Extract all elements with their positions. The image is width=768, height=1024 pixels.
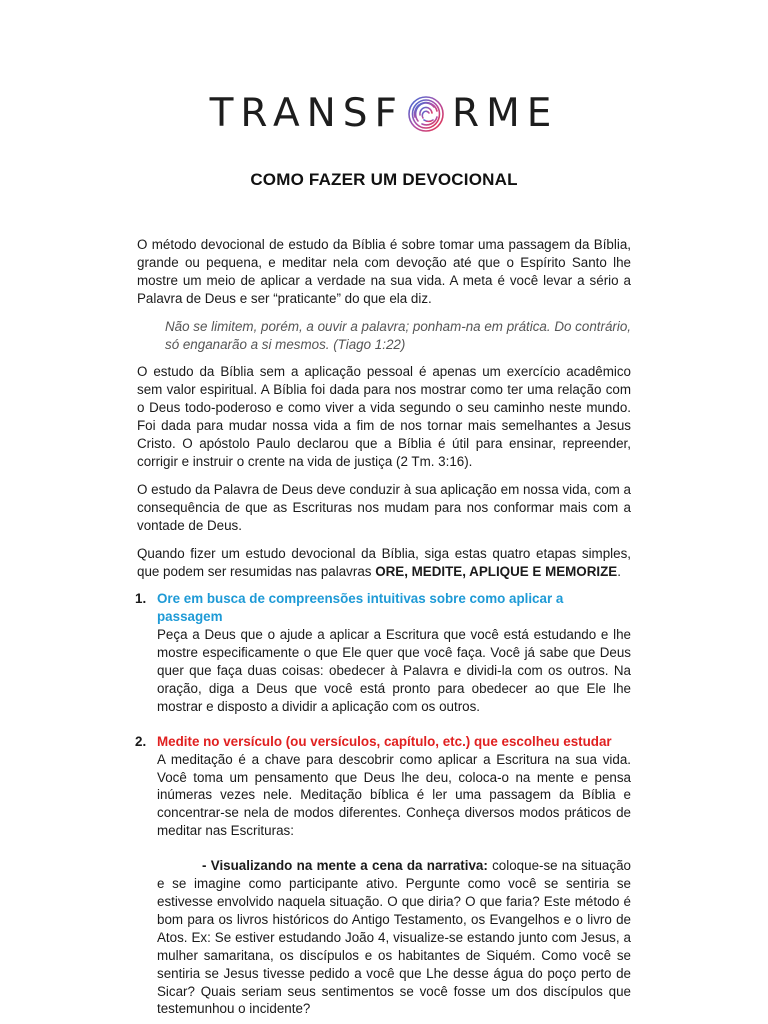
step-2: [137, 733, 631, 840]
fingerprint-icon: [406, 93, 446, 133]
logo-text-start: TRANSF: [209, 90, 404, 136]
step-heading: Ore em busca de compreensões intuitivas sobre como aplicar a passagem: [157, 591, 564, 625]
intro-paragraph: O método devocional de estudo da Bíblia é sobre tomar uma passagem da Bíblia, grande ou pequena, e meditar nela com devoção até que o Espírito Santo lhe mostre um meio de aplicar a verdade na sua vida. A meta é você levar a sério a Palavra de Deus e ser “praticante” do que ela diz.: [137, 237, 631, 306]
step-text: A meditação é a chave para descobrir como aplicar a Escritura na sua vida. Você toma um pensamento que Deus lhe deu, coloca-o na mente e pensa inúmeras vezes nele. Meditação bíblica é ler uma passagem da Bíblia e concentrar-se nela de modos diferentes. Conheça diversos modos práticos de meditar nas Escrituras:: [157, 751, 631, 839]
step-number: 2.: [135, 733, 147, 749]
step-number: 1.: [135, 591, 147, 607]
method-text: coloque-se na situação e se imagine como participante ativo. Pergunte como você se sentiria se estivesse envolvido naquela situação. O que diria? O que faria? Este método é bom para os livros históricos do Antigo Testamento, os Evangelhos e o livro de Atos. Ex: Se estiver estudando João 4, visualize-se estando junto com Jesus, a mulher samaritana, os discípulos e os habitantes de Siquém. Como você se sentiria se Jesus tivesse pedido a você que Lhe desse água do poço perto de Sicar? Quais seriam seus sentimentos se você fosse um dos discípulos que testemunhou o incidente?: [157, 858, 631, 1017]
method-title: - Visualizando na mente a cena da narrativa:: [202, 858, 488, 874]
paragraph-word-of-god: O estudo da Palavra de Deus deve conduzir à sua aplicação em nossa vida, com a consequência de que as Escrituras nos mudam para nos conformar mais com a vontade de Deus.: [137, 481, 631, 533]
page-title: COMO FAZER UM DEVOCIONAL: [250, 170, 518, 189]
four-steps-keywords: ORE, MEDITE, APLIQUE E MEMORIZE: [375, 563, 618, 579]
four-steps-text: Quando fizer um estudo devocional da Bíblia, siga estas quatro etapas simples, que podem ser resumidas nas palavras: [137, 545, 631, 579]
scripture-quote: Não se limitem, porém, a ouvir a palavra; ponham-na em prática. Do contrário, só enganarão a si mesmos. (Tiago 1:22): [165, 318, 631, 352]
logo-wordmark: [210, 91, 559, 136]
paragraph-four-steps: [137, 545, 631, 581]
four-steps-end: .: [617, 563, 621, 579]
step-1: [137, 590, 631, 715]
paragraph-study-application: O estudo da Bíblia sem a aplicação pessoal é apenas um exercício acadêmico sem valor espiritual. A Bíblia foi dada para nos mostrar como ter uma relação com o Deus todo-poderoso e como viver a vida segundo o seu caminho neste mundo. Foi dada para mudar nossa vida a fim de nos tornar mais semelhantes a Jesus Cristo. O apóstolo Paulo declarou que a Bíblia é útil para ensinar, repreender, corrigir e instruir o crente na vida de justiça (2 Tm. 3:16).: [137, 364, 631, 469]
step-text: Peça a Deus que o ajude a aplicar a Escritura que você está estudando e lhe mostre especificamente o que Ele quer que você faça. Você já sabe que Deus quer que faça duas coisas: obedecer à Palavra e dividi-la com os outros. Na oração, diga a Deus que você está pronto para obedecer ao que Ele lhe mostrar e disposto a dividir a aplicação com os outros.: [157, 627, 631, 714]
logo-text-end: RME: [452, 90, 559, 136]
step-heading: Medite no versículo (ou versículos, capítulo, etc.) que escolheu estudar: [157, 733, 612, 749]
meditation-method-visualize: [137, 857, 631, 1018]
transforme-logo: [0, 88, 768, 138]
document-body: [137, 236, 631, 1018]
